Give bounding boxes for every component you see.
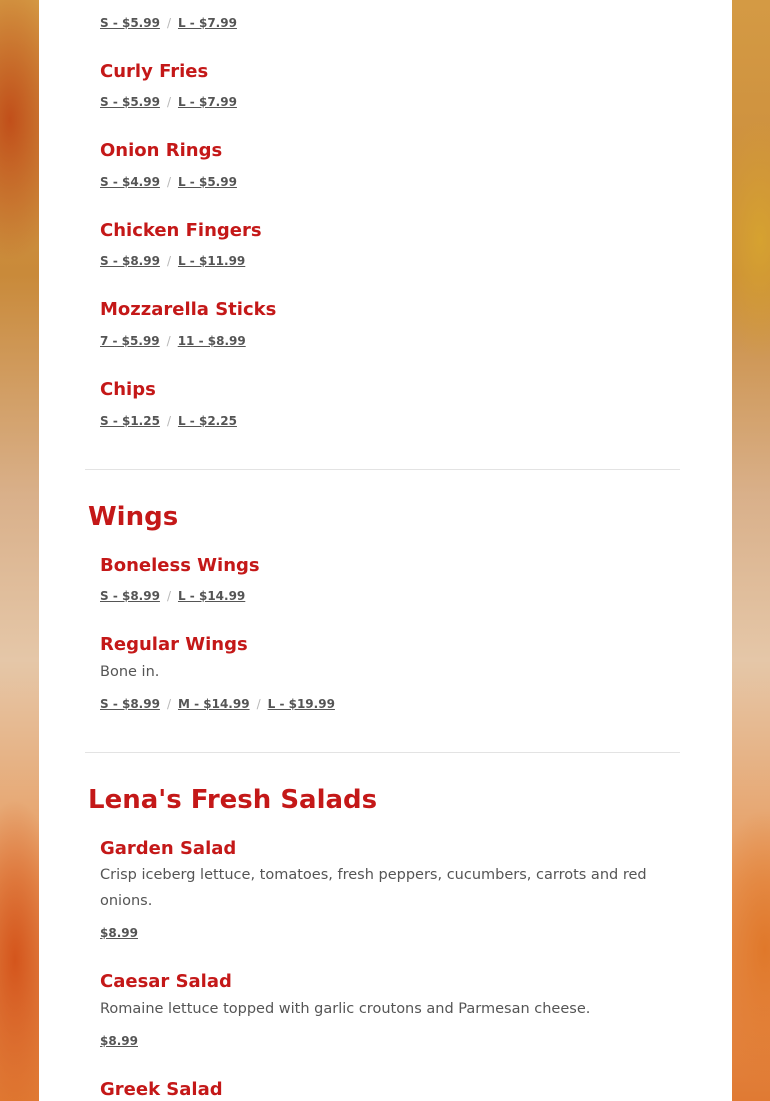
price-link[interactable]: S - $8.99 (100, 589, 160, 603)
price-link[interactable]: $8.99 (100, 926, 138, 940)
menu-item-name: Regular Wings (100, 634, 248, 655)
price-link[interactable]: S - $4.99 (100, 175, 160, 189)
menu-item-name: Onion Rings (100, 140, 223, 161)
section-divider (85, 752, 680, 753)
price-link[interactable]: $8.99 (100, 1034, 138, 1048)
price-link[interactable]: L - $11.99 (177, 254, 246, 268)
price-separator: / (166, 589, 171, 603)
price-options (100, 16, 237, 30)
menu-item-name: Garden Salad (100, 838, 237, 859)
price-link[interactable]: L - $14.99 (177, 589, 246, 603)
price-link[interactable]: L - $19.99 (267, 697, 335, 711)
menu-item-name: Greek Salad (100, 1079, 223, 1100)
price-options (100, 175, 237, 189)
menu-item-name: Chips (100, 379, 156, 400)
price-separator: / (166, 254, 171, 268)
price-options (100, 926, 138, 940)
price-link[interactable]: S - $1.25 (100, 414, 160, 428)
menu-item-name: Mozzarella Sticks (100, 299, 277, 320)
section-title: Lena's Fresh Salads (88, 785, 378, 815)
price-options (100, 697, 335, 711)
price-link[interactable]: 7 - $5.99 (100, 334, 160, 348)
price-link[interactable]: L - $5.99 (177, 175, 237, 189)
price-separator: / (166, 175, 171, 189)
price-link[interactable]: S - $8.99 (100, 697, 160, 711)
price-link[interactable]: 11 - $8.99 (177, 334, 246, 348)
price-link[interactable]: S - $8.99 (100, 254, 160, 268)
price-options (100, 1034, 138, 1048)
price-options (100, 414, 237, 428)
menu-item-name: Boneless Wings (100, 555, 260, 576)
price-options (100, 95, 237, 109)
section-divider (85, 469, 680, 470)
price-options (100, 334, 246, 348)
section-title: Wings (88, 502, 179, 532)
price-separator: / (166, 334, 171, 348)
price-separator: / (256, 697, 261, 711)
menu-item-name: Caesar Salad (100, 971, 232, 992)
price-link[interactable]: S - $5.99 (100, 95, 160, 109)
menu-item-name: Curly Fries (100, 61, 209, 82)
menu-item-name: Chicken Fingers (100, 220, 262, 241)
price-link[interactable]: M - $14.99 (177, 697, 250, 711)
price-separator: / (166, 95, 171, 109)
price-options (100, 254, 245, 268)
menu-panel (39, 0, 732, 1101)
price-separator: / (166, 697, 171, 711)
price-separator: / (166, 16, 171, 30)
menu-item-description: Bone in. (100, 664, 160, 680)
price-link[interactable]: L - $2.25 (177, 414, 237, 428)
menu-item-description: Romaine lettuce topped with garlic croutons and Parmesan cheese. (100, 1001, 591, 1017)
price-separator: / (166, 414, 171, 428)
price-link[interactable]: L - $7.99 (177, 16, 237, 30)
price-link[interactable]: L - $7.99 (177, 95, 237, 109)
menu-item-description: Crisp iceberg lettuce, tomatoes, fresh peppers, cucumbers, carrots and red onions. (100, 867, 647, 909)
price-options (100, 589, 245, 603)
price-link[interactable]: S - $5.99 (100, 16, 160, 30)
